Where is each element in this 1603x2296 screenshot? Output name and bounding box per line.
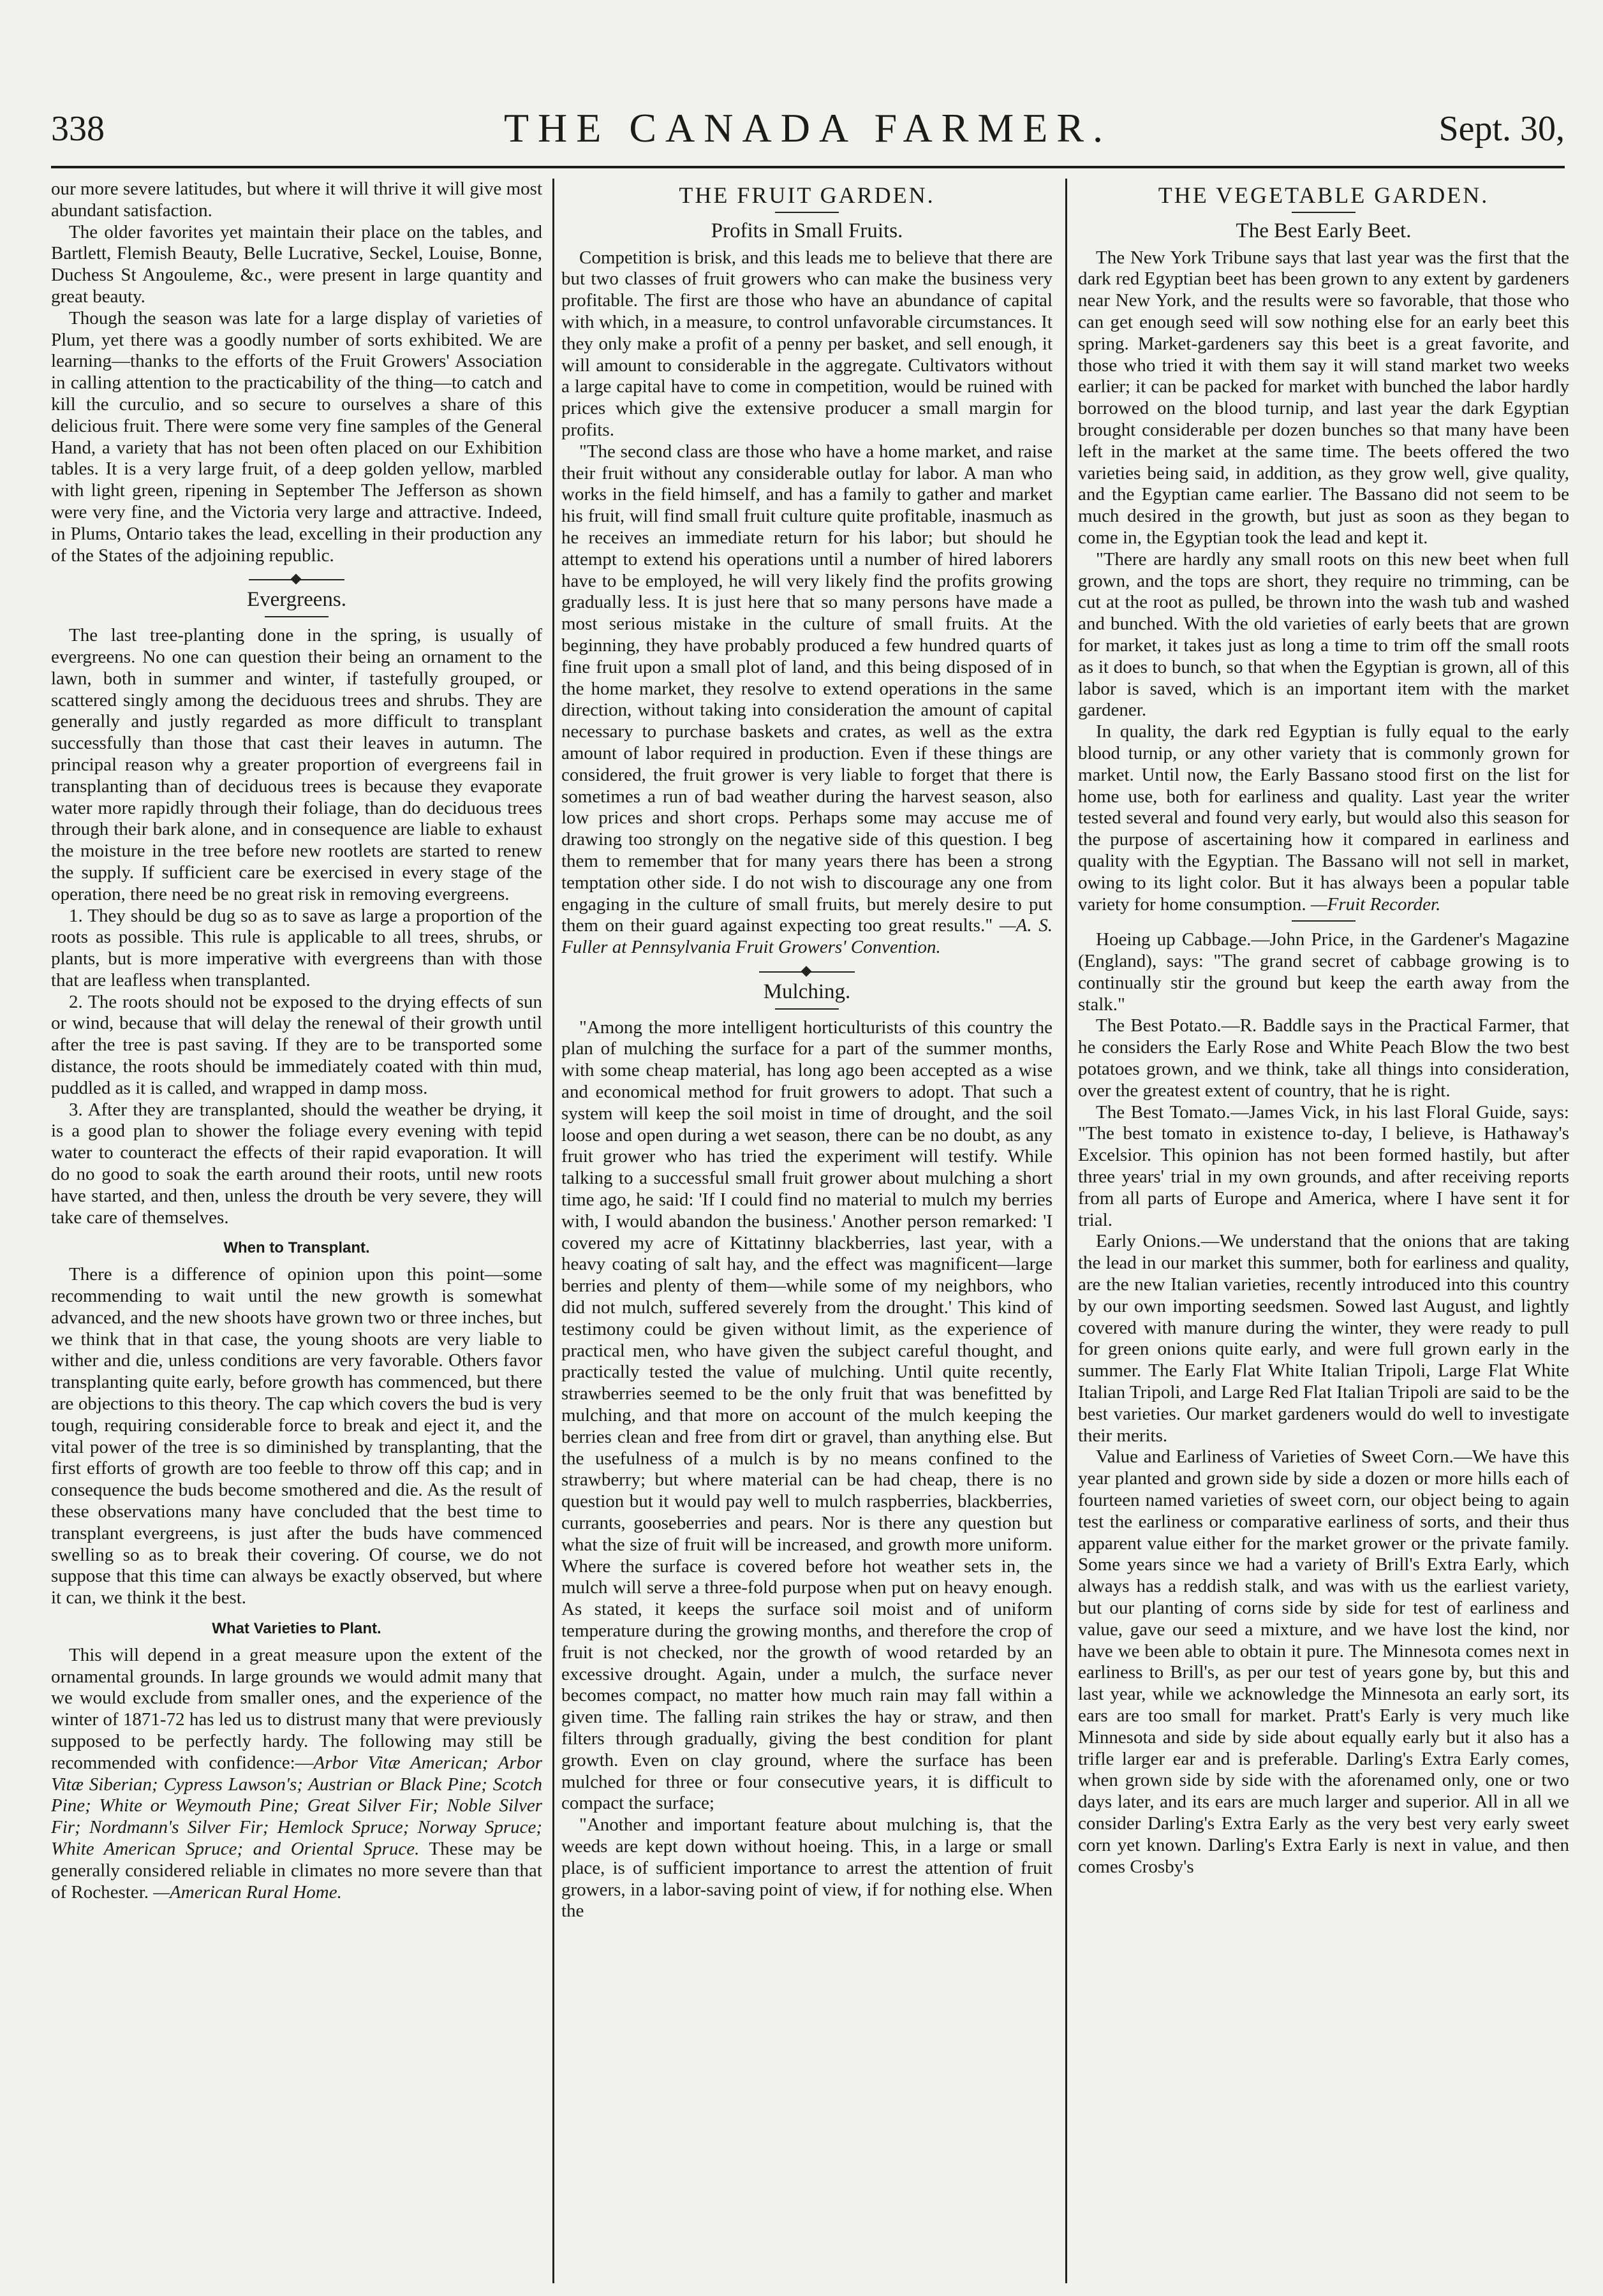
section-divider — [249, 579, 344, 580]
article-paragraph: 3. After they are transplanted, should the weather be drying, it is a good plan to shower the foliage every evening with tepid water to counteract the effects of their rapid evaporation. It will do no good to soak the earth around their roots, until new roots have started, and then, unless the drouth be very severe, they will take care of themselves. — [51, 1099, 542, 1228]
column-rule-right — [1065, 179, 1067, 2283]
page-number: 338 — [51, 109, 105, 149]
heading-rule — [1292, 212, 1356, 213]
article-paragraph: "Another and important feature about mulching is, that the weeds are kept down without hoeing. This, in a large or small place, is of sufficient importance to arrest the attention of fruit growers, in a labor-saving point of view, if for nothing else. When the — [561, 1814, 1053, 1922]
item-rule — [1292, 920, 1356, 922]
profits-heading: Profits in Small Fruits. — [711, 219, 903, 242]
article-paragraph: Hoeing up Cabbage.—John Price, in the Gardener's Magazine (England), says: "The grand secret of cabbage growing is to continually stir the ground but keep the earth away from the stalk." — [1078, 929, 1569, 1015]
article-paragraph: Early Onions.—We understand that the onions that are taking the lead in our market this summer, both for earliness and quality, are the new Italian varieties, recently introduced into this country by our own importing seedsmen. Sowed last August, and lightly covered with manure during the winter, they were ready to pull for green onions quite early, and were full grown early in the summer. The Early Flat White Italian Tripoli, Large Flat White Italian Tripoli, and Large Red Flat Italian Tripoli are said to be the best varieties. Our market gardeners would do well to investigate their merits. — [1078, 1231, 1569, 1446]
column-left — [51, 179, 542, 2283]
masthead — [51, 96, 1565, 168]
article-paragraph: The older favorites yet maintain their place on the tables, and Bartlett, Flemish Beauty, Belle Lucrative, Seckel, Louise, Bonne, Duchess St Angouleme, &c., were present in large quantity and great beauty. — [51, 221, 542, 307]
article-source: —A. S. Fuller at Pennsylvania Fruit Growers' Convention. — [561, 915, 1053, 958]
article-paragraph: 2. The roots should not be exposed to the drying effects of sun or wind, because that will delay the renewal of their growth until after the tree is past saving. If they are to be transported some distance, the roots should be immediately coated with thin mud, puddled as it is called, and wrapped in damp moss. — [51, 991, 542, 1098]
article-paragraph: Though the season was late for a large display of varieties of Plum, yet there was a goodly number of sorts exhibited. We are learning—thanks to the efforts of the Fruit Growers' Association in calling attention to the practicability of the thing—to catch and kill the curculio, and so secure to ourselves a share of this delicious fruit. There were some very fine samples of the General Hand, a variety that has not been often placed on our Exhibition tables. It is a very large fruit, of a deep golden yellow, marbled with light green, ripening in September The Jefferson as shown were very fine, and the Victoria very large and attractive. Indeed, in Plums, Ontario takes the lead, excelling in their production any of the States of the adjoining republic. — [51, 307, 542, 566]
article-paragraph: "There are hardly any small roots on this new beet when full grown, and the tops are short, they require no trimming, can be cut at the root as pulled, be thrown into the wash tub and washed and bunched. With the old varieties of early beets that are grown for market, it takes just as long a time to trim off the small roots as it does to bunch, so that when the Egyptian is grown, all of this labor is saved, which is an important item with the market gardener. — [1078, 548, 1569, 721]
newspaper-title: THE CANADA FARMER. — [503, 105, 1112, 151]
article-paragraph — [1078, 721, 1569, 915]
column-right — [1078, 179, 1569, 2283]
best-early-beet-heading: The Best Early Beet. — [1236, 219, 1412, 242]
heading-rule — [775, 212, 839, 213]
when-to-transplant-heading: When to Transplant. — [223, 1239, 370, 1257]
article-paragraph — [51, 1645, 542, 1904]
article-paragraph: The Best Potato.—R. Baddle says in the Practical Farmer, that he considers the Early Rose and White Peach Blow the two best potatoes grown, and we think, take all things into consideration, over the greatest extent of country, that he is right. — [1078, 1015, 1569, 1101]
heading-rule — [265, 616, 329, 617]
paragraph-text: "The second class are those who have a home market, and raise their fruit without any considerable outlay for labor. A man who works in the field himself, and has a family to gather and market his fruit, will find small fruit culture quite profitable, inasmuch as he receives an immediate return for his labor; but should he attempt to extend his operations until a number of hired laborers have to be employed, he will very likely find the profits growing gradually less. It is just here that so many persons have made a most serious mistake in the culture of small fruits. At the beginning, they have probably produced a few hundred quarts of fine fruit upon a small plot of land, and this being disposed of in the home market, they resolve to extend operations in the same direction, without taking into consideration the amount of capital necessary to purchase baskets and crates, as well as the extra amount of labor required in production. Even if these things are considered, the fruit grower is very liable to forget that there is sometimes a run of bad weather during the harvest season, also low prices and short crops. Perhaps some may accuse me of drawing too strongly on the negative side of this question. I beg them to remember that for many years there has been a strong temptation other side. I do not wish to discourage any one from engaging in the culture of small fruits, but merely desire to put them on their guard against expecting too great results." — [561, 441, 1053, 936]
issue-date: Sept. 30, — [1438, 109, 1565, 149]
article-paragraph: The last tree-planting done in the spring, is usually of evergreens. No one can question their being an ornament to the lawn, both in summer and winter, if tastefully grouped, or scattered singly among the deciduous trees and shrubs. They are generally and justly regarded as more difficult to transplant successfully than those that cast their leaves in autumn. The principal reason why a greater proportion of evergreens fail in transplanting than of deciduous trees is because they evaporate water more rapidly through their foliage, than do deciduous trees through their bark alone, and in consequence are liable to exhaust the moisture in the tree before new rootlets are started to renew the supply. If sufficient care be exercised in every stage of the operation, there need be no great risk in removing evergreens. — [51, 625, 542, 904]
mulching-heading: Mulching. — [763, 980, 851, 1003]
what-varieties-heading: What Varieties to Plant. — [212, 1620, 381, 1637]
article-paragraph: There is a difference of opinion upon this point—some recommending to wait until the new growth is somewhat advanced, and the new shoots have grown two or three inches, but we think that in that case, the young shoots are very liable to wither and die, unless conditions are very favorable. Others favor transplanting quite early, before growth has commenced, but there are objections to this theory. The cap which covers the bud is very tough, requiring considerable force to break and eject it, and the vital power of the tree is so diminished by transplanting, that the first efforts of growth are too feeble to throw off this cap; and in consequence the buds become smothered and die. As the result of these observations many have concluded that the best time to transplant evergreens, is just after the buds have commenced swelling so as to break their covering. Of course, we do not suppose that this time can always be exactly observed, but where it can, we think it the best. — [51, 1264, 542, 1608]
article-paragraph: Value and Earliness of Varieties of Sweet Corn.—We have this year planted and grown side by side a dozen or more hills each of fourteen named varieties of sweet corn, our object being to again test the earliness or comparative earliness of sorts, and their thus apparent value either for the market grower or the private family. Some years since we had a variety of Brill's Extra Early, which always has a reddish stalk, and was with us the earliest variety, but our planting of corns side by side for test of earliness and value, gave our seed a mixture, and we have lost the kind, nor have we been able to obtain it pure. The Minnesota comes next in earliness to Brill's, as per our test of years gone by, but this and last year, while we acknowledge the Minnesota an early sort, its ears are too small for market. Pratt's Early is very much like Minnesota and side by side about equally early but it also has a trifle larger ear and is preferable. Darling's Extra Early comes, when grown side by side with the aforenamed only, one or two days later, and its ears are much larger and superior. All in all we consider Darling's Extra Early as the very best very early sweet corn yet known. Darling's Extra Early is next in value, and then comes Crosby's — [1078, 1446, 1569, 1877]
column-rule-left — [552, 179, 554, 2283]
article-source: —American Rural Home. — [153, 1881, 342, 1902]
paragraph-text: These may be generally considered reliable in climates no more severe than that of Rochester. — [51, 1838, 542, 1902]
article-paragraph: our more severe latitudes, but where it will thrive it will give most abundant satisfaction. — [51, 179, 542, 221]
vegetable-garden-heading: THE VEGETABLE GARDEN. — [1158, 182, 1489, 208]
article-paragraph: The Best Tomato.—James Vick, in his last Floral Guide, says: "The best tomato in existence to-day, I believe, is Hathaway's Excelsior. This opinion has not been formed hastily, but after three years' trial in my own grounds, and after receiving reports from all parts of Europe and America, where I have sent it for trial. — [1078, 1101, 1569, 1230]
article-paragraph: "Among the more intelligent horticulturists of this country the plan of mulching the surface for a part of the summer months, with some cheap material, has long ago been accepted as a wise and economical method for fruit growers to adopt. That such a system will keep the soil moist in time of drought, and the soil loose and open during a wet season, there can be no doubt, as any fruit grower who has tried the experiment will testify. While talking to a successful small fruit grower about mulching a short time ago, he said: 'If I could find no material to mulch my berries with, I would abandon the business.' Another person remarked: 'I covered my acre of Kittatinny blackberries, last year, with a heavy coating of salt hay, and the effect was magnificent—large berries and plenty of them—while some of my neighbors, who did not mulch, suffered severely from the drought.' This kind of testimony could be given without limit, as the experience of practical men, who have given the subject careful thought, and practically tested the value of mulching. Until quite recently, strawberries seemed to be the only fruit that was benefitted by mulching, and that more on account of the mulch keeping the berries clean and free from dirt or gravel, than anything else. But the usefulness of a mulch is by no means confined to the strawberry; but where material can be had cheap, there is no question but it would pay well to mulch raspberries, blackberries, currants, gooseberries and pears. Nor is there any question but what the size of fruit will be increased, and growth more uniform. Where the surface is covered before hot weather sets in, the mulch will serve a three-fold purpose when put on heavy enough. As stated, it keeps the surface soil moist and of uniform temperature during the growing months, and therefore the crop of fruit is not checked, nor the growth of wood retarded by an excessive drought. Again, under a mulch, the surface never becomes compact, no matter how much rain may fall within a given time. The falling rain strikes the hay or straw, and then filters through gradually, giving the best condition for plant growth. Even on clay ground, where the surface has been mulched for three or four consecutive years, it is difficult to compact the surface; — [561, 1017, 1053, 1814]
article-paragraph: 1. They should be dug so as to save as large a proportion of the roots as possible. This rule is applicable to all trees, shrubs, or plants, but is more imperative with evergreens than with those that are leafless when transplanted. — [51, 905, 542, 990]
article-paragraph: The New York Tribune says that last year was the first that the dark red Egyptian beet has been grown to any extent by gardeners near New York, and the results were so favorable, that those who can get enough seed will sow nothing else for an early beet this spring. Market-gardeners say this beet is a great favorite, and those who tried it with them say it will stand market two weeks earlier; it can be packed for market with bunched the labor hardly borrowed on the blood turnip, and last year the dark Egyptian brought considerable per dozen bunches so that many have been left in the market at the same time. The beets offered the two varieties being said, in addition, as they grow well, give quality, and the Egyptian came earlier. The Bassano did not seem to be much desired in the growth, but just as soon as they began to come in, the Egyptian took the lead and kept it. — [1078, 247, 1569, 548]
fruit-garden-heading: THE FRUIT GARDEN. — [679, 182, 935, 208]
article-paragraph — [561, 441, 1053, 959]
evergreens-heading: Evergreens. — [246, 588, 347, 612]
paragraph-text: In quality, the dark red Egyptian is fully equal to the early blood turnip, or any other variety that is commonly grown for market. Until now, the Early Bassano stood first on the list for home use, both for earliness and quality. Last year the writer tested several and found very early, but would also this season for the purpose of ascertaining how it compared in earliness and quality with the Egyptian. The Bassano will not sell in market, owing to its light color. But it has always been a popular table variety for home consumption. — [1078, 721, 1569, 915]
article-source: —Fruit Recorder. — [1310, 894, 1441, 915]
paragraph-text: This will depend in a great measure upon the extent of the ornamental grounds. In large grounds we would admit many that we would exclude from smaller ones, and the experience of the winter of 1871-72 has led us to distrust many that were previously supposed to be perfectly hardy. The following may still be recommended with confidence:— — [51, 1644, 542, 1773]
section-divider — [759, 971, 855, 973]
column-middle — [561, 179, 1053, 2283]
article-paragraph: Competition is brisk, and this leads me to believe that there are but two classes of fruit growers who can make the business very profitable. The first are those who have an abundance of capital with which, in a measure, to control unfavorable circumstances. It they only make a profit of a penny per basket, and sell enough, it will amount to considerable in the aggregate. Cultivators without a large capital have to come in competition, would be ruined with prices which give the extensive producer a small margin for profits. — [561, 247, 1053, 440]
variety-list: Arbor Vitæ American; Arbor Vitæ Siberian; Cypress Lawson's; Austrian or Black Pine; Scotch Pine; White or Weymouth Pine; Great Silver Fir; Noble Silver Fir; Nordmann's Silver Fir; Hemlock Spruce; Norway Spruce; White American Spruce; and Oriental Spruce. — [51, 1752, 542, 1859]
heading-rule — [775, 1008, 839, 1010]
